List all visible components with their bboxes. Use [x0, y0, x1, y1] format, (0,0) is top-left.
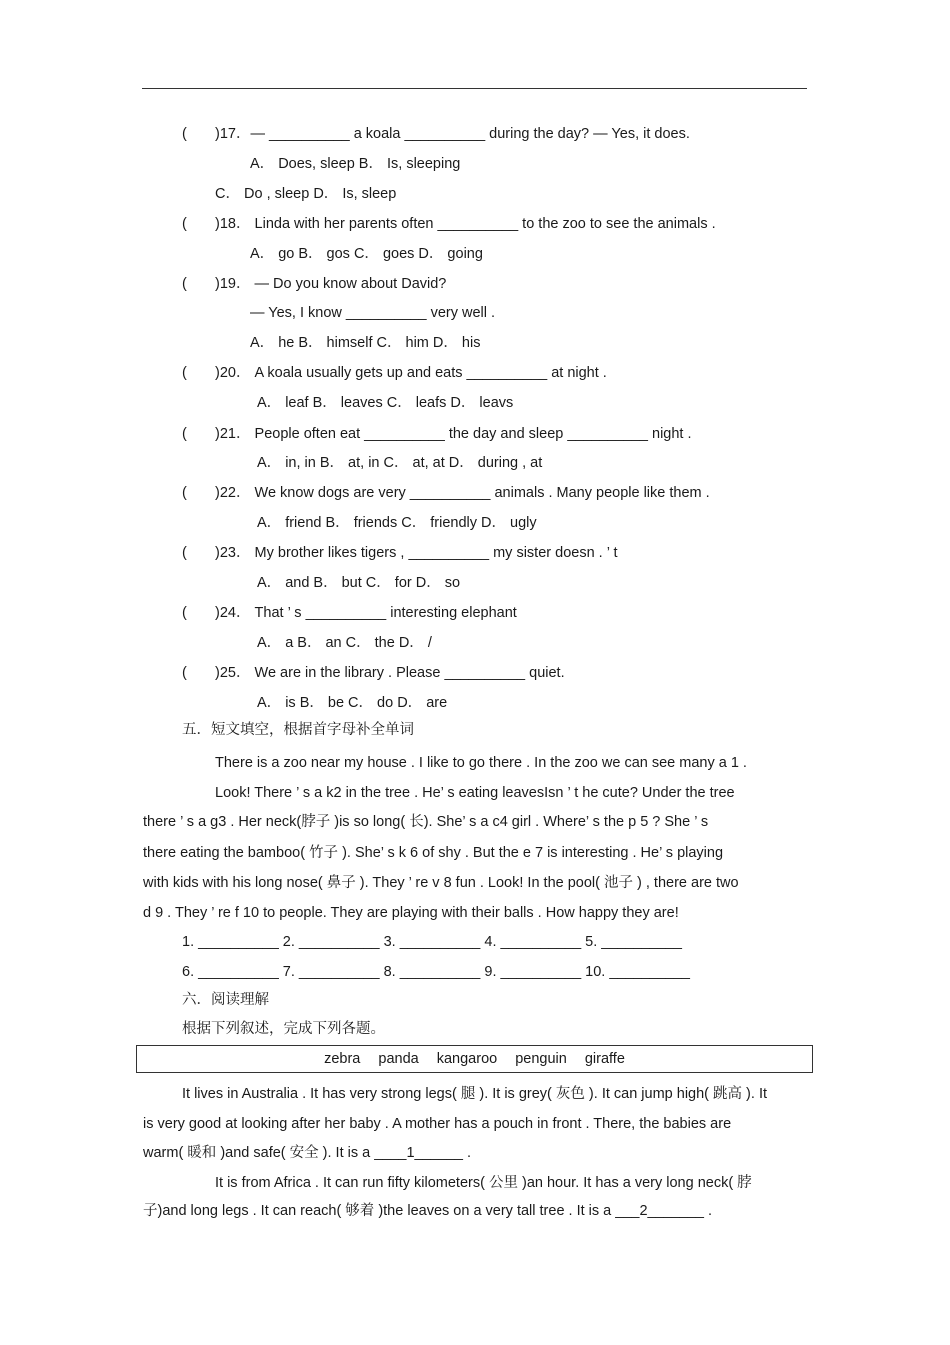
- question-25-options: A． is B． be C． do D． are: [257, 695, 448, 711]
- question-24: ( )24． That ’ s __________ interesting elephant: [182, 605, 517, 621]
- question-25: ( )25． We are in the library . Please __________ quiet.: [182, 665, 565, 681]
- question-number: 24: [219, 605, 236, 621]
- question-stem: People often eat __________ the day and sleep __________ night .: [254, 426, 692, 442]
- question-number: 25: [219, 665, 236, 681]
- question-number: 18: [219, 216, 236, 232]
- header-rule: [142, 88, 807, 89]
- question-17: ( )17．— __________ a koala __________ during the day? — Yes, it does.: [182, 126, 690, 142]
- word-box: [136, 1045, 813, 1073]
- question-17-options-a-b: A． Does, sleep B． Is, sleeping: [250, 156, 461, 172]
- reading-para-2-line-2: 子)and long legs . It can reach( 够着 )the leaves on a very tall tree . It is a ___2_______ .: [143, 1203, 713, 1219]
- question-stem: Linda with her parents often __________ to the zoo to see the animals .: [254, 216, 716, 232]
- question-21: ( )21． People often eat __________ the day and sleep __________ night .: [182, 426, 692, 442]
- question-19: ( )19． — Do you know about David?: [182, 276, 447, 292]
- passage-line-6: d 9 . They ’ re f 10 to people. They are playing with their balls . How happy they are!: [143, 905, 679, 921]
- question-number: 17: [219, 126, 236, 142]
- question-22-options: A． friend B． friends C． friendly D． ugly: [257, 515, 537, 531]
- question-19-options: A． he B． himself C． him D． his: [250, 335, 481, 351]
- answer-blanks-row-2: 6. __________ 7. __________ 8. __________ 9. __________ 10. __________: [182, 964, 690, 980]
- question-23-options: A． and B． but C． for D． so: [257, 575, 461, 591]
- question-stem: — __________ a koala __________ during the day? — Yes, it does.: [250, 126, 690, 142]
- reading-para-2-line-1: It is from Africa . It can run fifty kilometers( 公里 )an hour. It has a very long neck( 脖: [215, 1175, 752, 1191]
- question-20-options: A． leaf B． leaves C． leafs D． leavs: [257, 395, 514, 411]
- question-number: 22: [219, 485, 236, 501]
- answer-blanks-row-1: 1. __________ 2. __________ 3. __________ 4. __________ 5. __________: [182, 934, 682, 950]
- question-stem: That ’ s __________ interesting elephant: [254, 605, 517, 621]
- passage-line-5: with kids with his long nose( 鼻子 ). They ’ re v 8 fun . Look! In the pool( 池子 ) , there are two: [143, 875, 739, 891]
- reading-para-1-line-3: warm( 暖和 )and safe( 安全 ). It is a ____1______ .: [143, 1145, 471, 1161]
- question-23: ( )23． My brother likes tigers , __________ my sister doesn . ’ t: [182, 545, 618, 561]
- question-number: 19: [219, 276, 236, 292]
- reading-para-1-line-1: It lives in Australia . It has very strong legs( 腿 ). It is grey( 灰色 ). It can jump high( 跳高 ). It: [182, 1086, 768, 1102]
- question-21-options: A． in, in B． at, in C． at, at D． during , at: [257, 455, 543, 471]
- question-22: ( )22． We know dogs are very __________ animals . Many people like them .: [182, 485, 710, 501]
- reading-para-1-line-2: is very good at looking after her baby . A mother has a pouch in front . There, the babies are: [143, 1116, 732, 1132]
- question-24-options: A． a B． an C． the D． /: [257, 635, 432, 651]
- section-5-heading: 五．短文填空，根据首字母补全单词: [182, 722, 414, 738]
- question-19-response: — Yes, I know __________ very well .: [250, 305, 496, 321]
- question-stem: — Do you know about David?: [254, 276, 447, 292]
- section-6-heading: 六．阅读理解: [182, 992, 269, 1008]
- passage-line-3: there ’ s a g3 . Her neck(脖子 )is so long( 长). She’ s a c4 girl . Where’ s the p 5 ? She ’ s: [143, 814, 709, 830]
- question-stem: My brother likes tigers , __________ my sister doesn . ’ t: [254, 545, 618, 561]
- word-box-text: zebra panda kangaroo penguin giraffe: [324, 1051, 625, 1067]
- passage-line-4: there eating the bamboo( 竹子 ). She’ s k 6 of shy . But the e 7 is interesting . He’ s playing: [143, 845, 724, 861]
- question-20: ( )20． A koala usually gets up and eats __________ at night .: [182, 365, 607, 381]
- passage-line-2: Look! There ’ s a k2 in the tree . He’ s eating leavesIsn ’ t he cute? Under the tree: [215, 785, 735, 801]
- question-17-options-c-d: C． Do , sleep D． Is, sleep: [215, 186, 397, 202]
- question-18-options: A． go B． gos C． goes D． going: [250, 246, 483, 262]
- question-stem: A koala usually gets up and eats __________ at night .: [254, 365, 607, 381]
- passage-line-1: There is a zoo near my house . I like to go there . In the zoo we can see many a 1 .: [215, 755, 747, 771]
- question-18: ( )18． Linda with her parents often __________ to the zoo to see the animals .: [182, 216, 716, 232]
- question-number: 21: [219, 426, 236, 442]
- question-number: 20: [219, 365, 236, 381]
- question-stem: We are in the library . Please __________ quiet.: [254, 665, 565, 681]
- section-6-instruction: 根据下列叙述，完成下列各题。: [182, 1021, 385, 1037]
- question-number: 23: [219, 545, 236, 561]
- question-stem: We know dogs are very __________ animals . Many people like them .: [254, 485, 710, 501]
